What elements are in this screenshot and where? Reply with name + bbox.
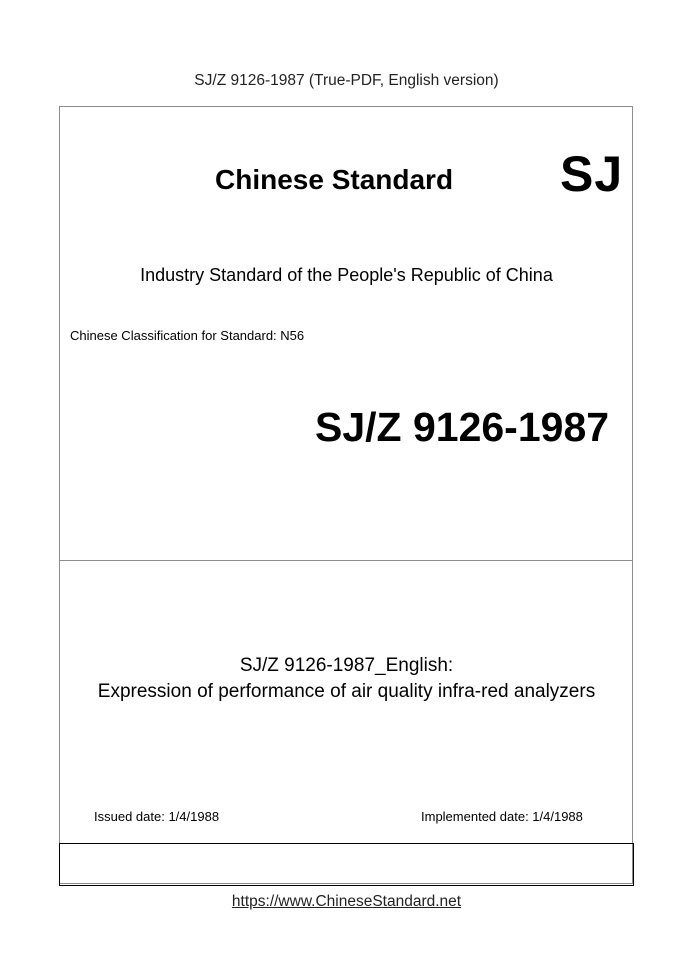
section-divider <box>59 560 633 561</box>
document-title-line-1: SJ/Z 9126-1987_English: <box>239 655 454 676</box>
sj-logo: SJ <box>560 146 624 202</box>
issued-date: Issued date: 1/4/1988 <box>94 809 220 824</box>
standard-number: SJ/Z 9126-1987 <box>315 404 610 450</box>
cover-frame <box>59 106 633 884</box>
footer <box>0 893 693 911</box>
cover-subtitle: Industry Standard of the People's Republic of China <box>140 265 553 285</box>
classification-label: Chinese Classification for Standard: N56 <box>70 328 305 343</box>
implemented-date: Implemented date: 1/4/1988 <box>421 809 583 824</box>
document-title-line-2: Expression of performance of air quality infra-red analyzers <box>97 681 596 702</box>
document-header-title: SJ/Z 9126-1987 (True-PDF, English version) <box>194 72 499 89</box>
website-link[interactable]: https://www.ChineseStandard.net <box>231 893 462 910</box>
bottom-empty-box <box>59 843 634 886</box>
cover-heading: Chinese Standard <box>215 164 454 195</box>
